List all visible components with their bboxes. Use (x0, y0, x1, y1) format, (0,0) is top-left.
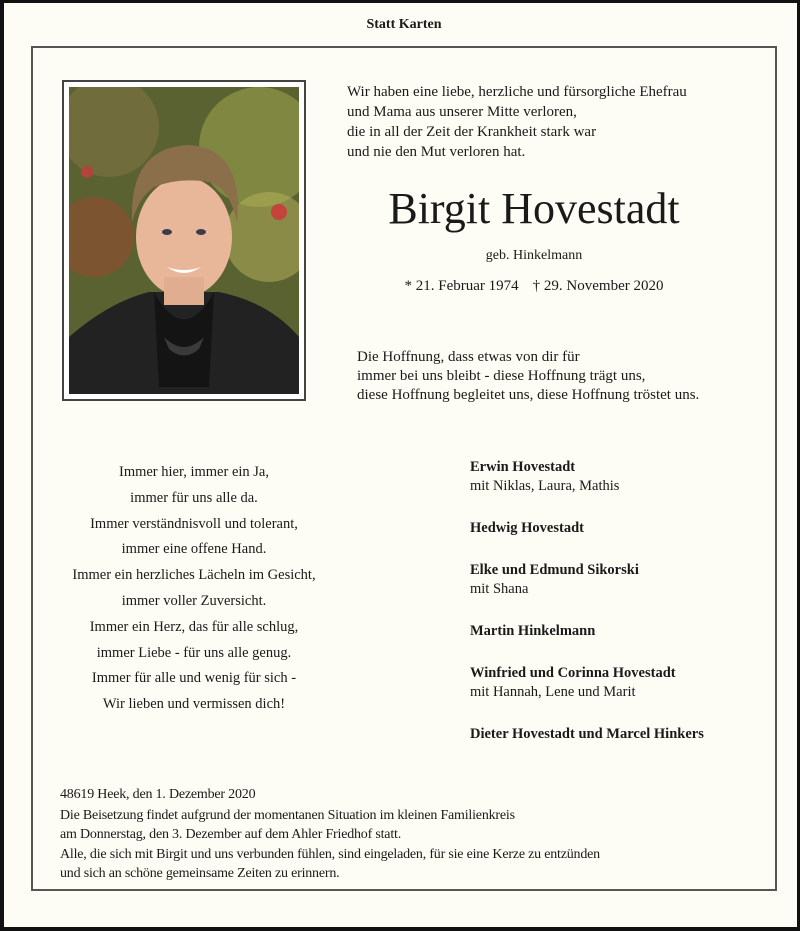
mourner-name: Winfried und Corinna Hovestadt (470, 665, 676, 681)
birth-date: * 21. Februar 1974 (404, 278, 519, 294)
hope-text (357, 348, 699, 405)
poem-line: Wir lieben und vermissen dich! (102, 696, 286, 713)
poem-line: Immer verständnisvoll und tolerant, (90, 515, 298, 532)
notice-line: am Donnerstag, den 3. Dezember auf dem Ahler Friedhof statt. (60, 827, 402, 842)
mourner-with: mit Niklas, Laura, Mathis (470, 478, 620, 494)
birth-name: geb. Hinkelmann (485, 248, 583, 263)
intro-line: Wir haben eine liebe, herzliche und fürsorgliche Ehefrau (347, 84, 687, 100)
mourner-name: Dieter Hovestadt und Marcel Hinkers (470, 726, 704, 742)
poem-line: immer für uns alle da. (130, 489, 258, 506)
notice-line: Alle, die sich mit Birgit und uns verbunden fühlen, sind eingeladen, für sie eine Kerze zu entzünden (60, 846, 600, 862)
mourner-name: Hedwig Hovestadt (470, 520, 584, 536)
mourner-entry (470, 622, 704, 641)
poem (44, 460, 344, 718)
poem-line: immer eine offene Hand. (121, 541, 267, 558)
poem-line: immer voller Zuversicht. (121, 592, 267, 609)
portrait-photo (69, 87, 299, 394)
death-date: † 29. November 2020 (532, 278, 664, 294)
hope-line: immer bei uns bleibt - diese Hoffnung trägt uns, (357, 368, 646, 384)
mourners-list (470, 458, 704, 767)
hope-line: Die Hoffnung, dass etwas von dir für (357, 349, 580, 365)
intro-line: und nie den Mut verloren hat. (347, 144, 526, 160)
mourner-entry (470, 725, 704, 744)
portrait-frame (62, 80, 306, 401)
mourner-entry (470, 561, 704, 599)
header-title: Statt Karten (366, 17, 442, 32)
mourner-entry (470, 664, 704, 702)
hope-line: diese Hoffnung begleitet uns, diese Hoffnung tröstet uns. (357, 387, 700, 403)
poem-line: immer Liebe - für uns alle genug. (96, 644, 292, 661)
notice-line: und sich an schöne gemeinsame Zeiten zu erinnern. (60, 866, 340, 881)
notice-line: Die Beisetzung findet aufgrund der momentanen Situation im kleinen Familienkreis (60, 807, 515, 823)
mourner-entry (470, 458, 704, 496)
portrait-illustration (69, 87, 299, 394)
intro-line: und Mama aus unserer Mitte verloren, (347, 104, 577, 120)
mourner-name: Elke und Edmund Sikorski (470, 562, 639, 578)
funeral-notice (60, 785, 600, 884)
mourner-name: Erwin Hovestadt (470, 459, 576, 475)
deceased-name: Birgit Hovestadt (388, 184, 680, 233)
intro-line: die in all der Zeit der Krankheit stark war (347, 124, 597, 140)
poem-line: Immer hier, immer ein Ja, (118, 464, 269, 480)
intro-text (347, 82, 687, 162)
mourner-with: mit Hannah, Lene und Marit (470, 684, 636, 700)
place-date: 48619 Heek, den 1. Dezember 2020 (60, 787, 256, 802)
poem-line: Immer ein Herz, das für alle schlug, (89, 618, 299, 635)
poem-line: Immer ein herzliches Lächeln im Gesicht, (72, 567, 316, 584)
mourner-entry (470, 519, 704, 538)
life-dates (334, 278, 734, 295)
poem-line: Immer für alle und wenig für sich - (91, 670, 297, 687)
mourner-with: mit Shana (470, 581, 529, 597)
mourner-name: Martin Hinkelmann (470, 623, 596, 639)
